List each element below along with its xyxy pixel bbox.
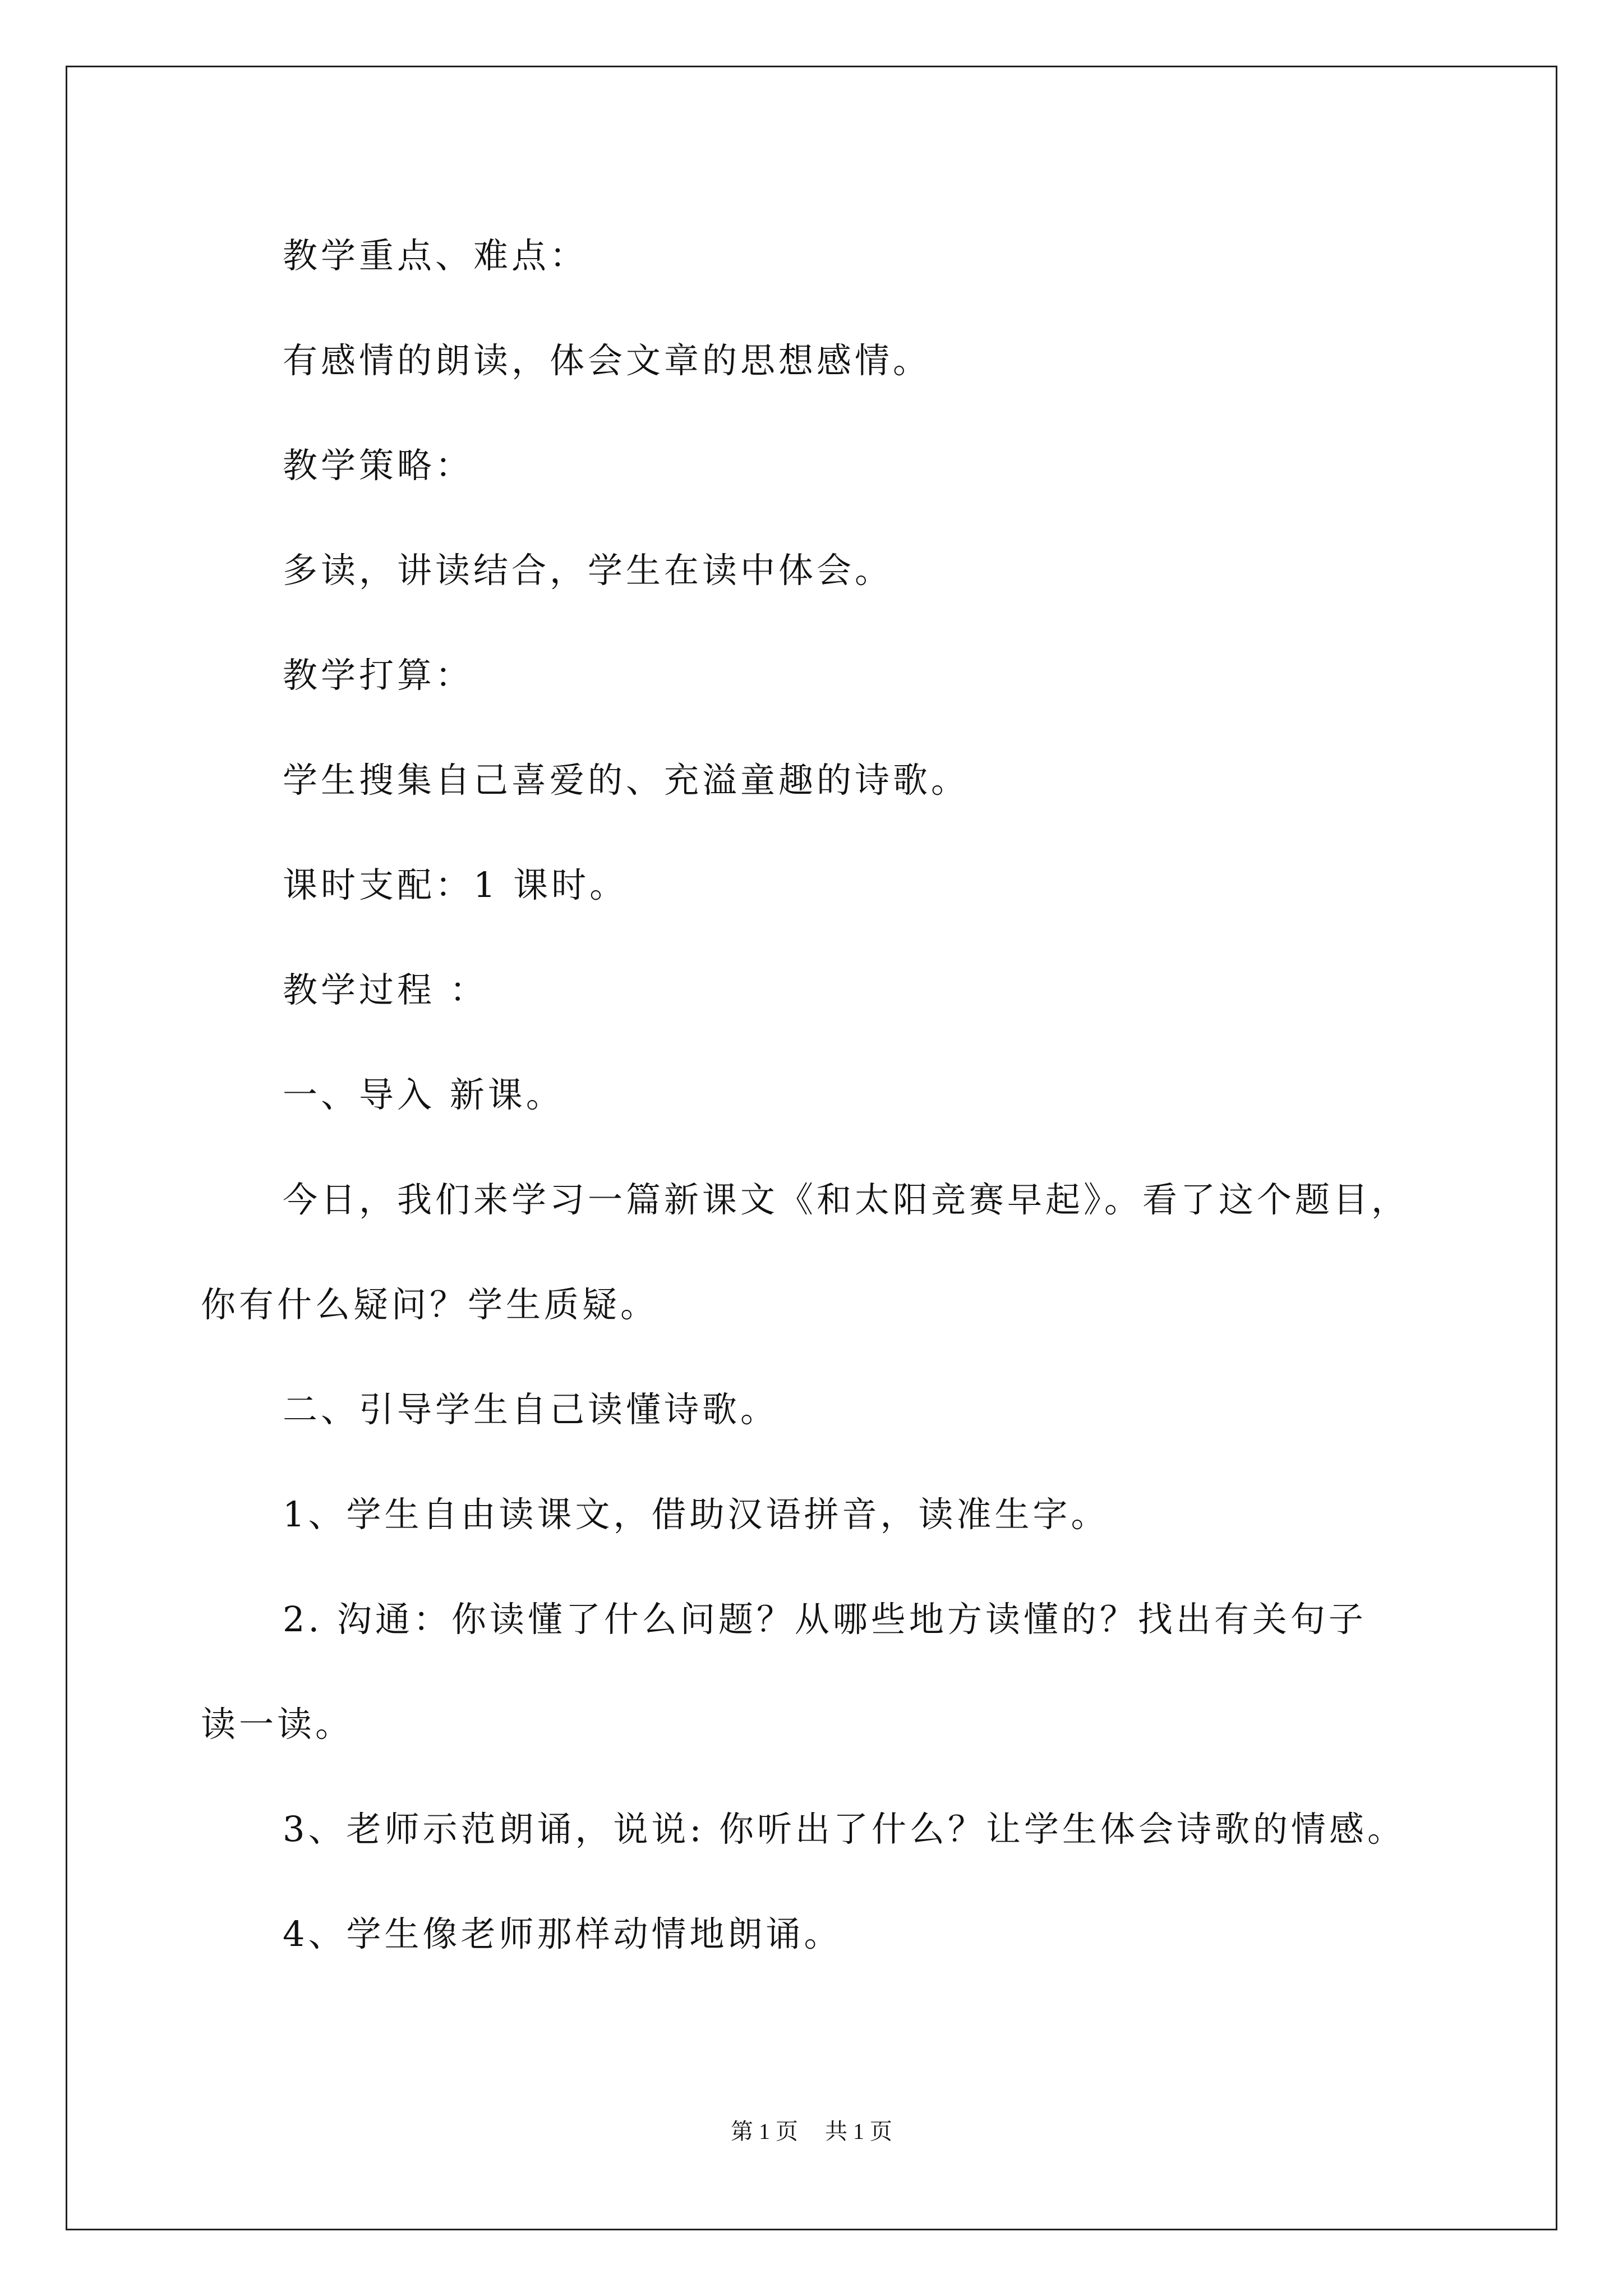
- page-number: 第 1 页: [731, 2119, 798, 2144]
- section-intro: 一、导入 新课。: [283, 1074, 564, 1115]
- heading-key-points: 教学重点、难点：: [283, 235, 588, 276]
- paragraph-intro-line-2: 你有什么疑问？学生质疑。: [201, 1284, 659, 1325]
- step-2-line-1: 2. 沟通：你读懂了什么问题？从哪些地方读懂的？找出有关句子: [283, 1599, 1367, 1640]
- paragraph-key-points: 有感情的朗读，体会文章的思想感情。: [283, 340, 932, 381]
- page-total: 共 1 页: [825, 2119, 892, 2144]
- step-4: 4、学生像老师那样动情地朗诵。: [283, 1913, 842, 1954]
- section-guide: 二、引导学生自己读懂诗歌。: [283, 1389, 779, 1430]
- page-border: [66, 66, 1557, 2230]
- paragraph-class-hours: 课时支配：1 课时。: [283, 864, 628, 905]
- heading-preparation: 教学打算：: [283, 655, 474, 696]
- heading-process: 教学过程 ：: [283, 969, 488, 1010]
- page-footer: [0, 2120, 1623, 2143]
- step-2-line-2: 读一读。: [201, 1704, 354, 1745]
- step-3: 3、老师示范朗诵，说说: 你听出了什么？让学生体会诗歌的情感。: [283, 1809, 1406, 1849]
- paragraph-strategy: 多读，讲读结合，学生在读中体会。: [283, 550, 893, 591]
- paragraph-intro-line-1: 今日，我们来学习一篇新课文《和太阳竞赛早起》。看了这个题目，: [283, 1179, 1410, 1220]
- heading-strategy: 教学策略：: [283, 445, 474, 486]
- step-1: 1、学生自由读课文，借助汉语拼音，读准生字。: [283, 1494, 1109, 1535]
- paragraph-preparation: 学生搜集自己喜爱的、充溢童趣的诗歌。: [283, 760, 970, 800]
